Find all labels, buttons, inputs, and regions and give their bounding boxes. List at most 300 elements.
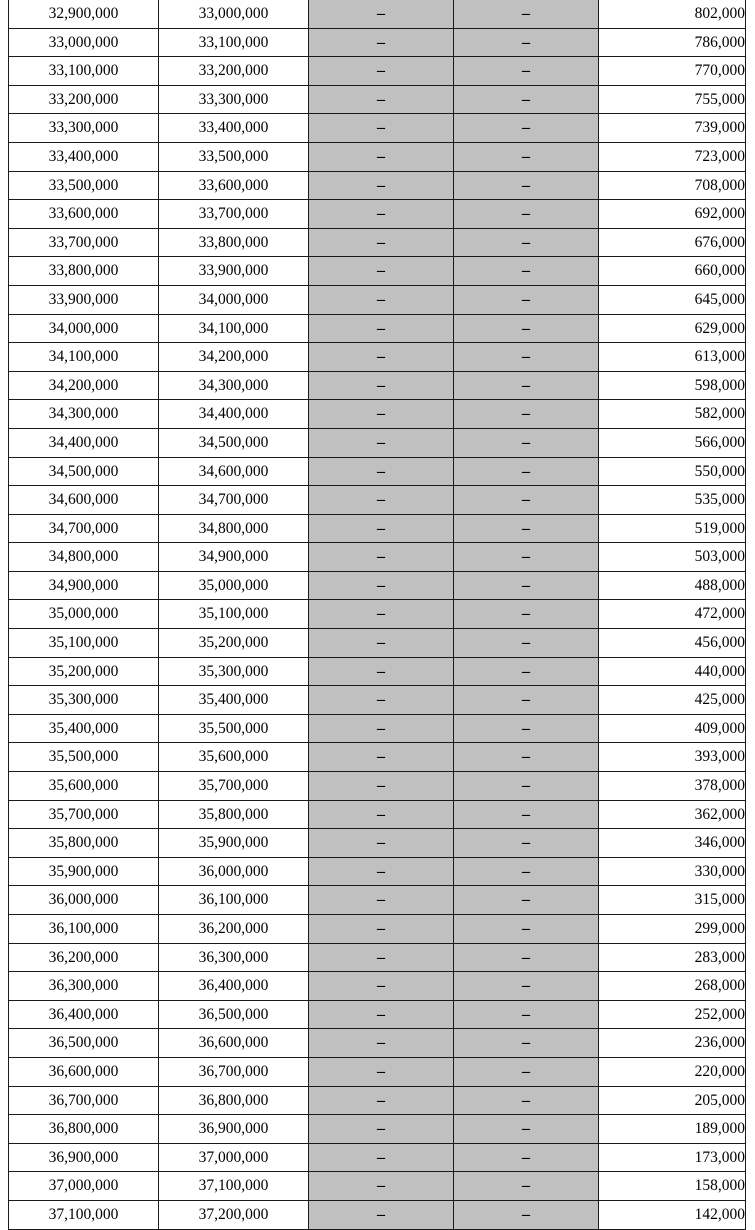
dash-icon: – — [522, 1177, 530, 1195]
cell-lower: 34,600,000 — [9, 486, 159, 515]
cell-dash_a — [309, 1115, 454, 1144]
cell-lower: 37,000,000 — [9, 1172, 159, 1201]
dash-icon: – — [377, 1034, 385, 1052]
dash-icon: – — [377, 777, 385, 795]
cell-dash_b — [454, 886, 599, 915]
cell-lower: 36,400,000 — [9, 1000, 159, 1029]
cell-upper: 35,300,000 — [159, 657, 309, 686]
cell-upper: 37,000,000 — [159, 1143, 309, 1172]
cell-amount: 252,000 — [599, 1000, 746, 1029]
cell-lower: 36,100,000 — [9, 915, 159, 944]
cell-dash_a — [309, 257, 454, 286]
table-row — [9, 943, 746, 972]
cell-dash_b — [454, 1000, 599, 1029]
cell-dash_a — [309, 571, 454, 600]
cell-upper: 35,200,000 — [159, 629, 309, 658]
dash-icon: – — [377, 433, 385, 451]
cell-dash_b — [454, 114, 599, 143]
cell-upper: 36,700,000 — [159, 1057, 309, 1086]
cell-lower: 35,400,000 — [9, 714, 159, 743]
table-row — [9, 114, 746, 143]
cell-lower: 37,100,000 — [9, 1200, 159, 1229]
table-row — [9, 514, 746, 543]
table-row — [9, 714, 746, 743]
cell-upper: 36,900,000 — [159, 1115, 309, 1144]
cell-dash_a — [309, 1086, 454, 1115]
cell-dash_a — [309, 85, 454, 114]
cell-dash_a — [309, 657, 454, 686]
cell-dash_a — [309, 0, 454, 28]
cell-amount: 393,000 — [599, 743, 746, 772]
cell-dash_a — [309, 743, 454, 772]
table-row — [9, 543, 746, 572]
dash-icon: – — [522, 920, 530, 937]
cell-lower: 34,200,000 — [9, 371, 159, 400]
table-row — [9, 0, 746, 28]
dash-icon: – — [377, 834, 385, 852]
cell-upper: 33,500,000 — [159, 142, 309, 171]
dash-icon: – — [522, 748, 530, 766]
cell-dash_a — [309, 800, 454, 829]
dash-icon: – — [377, 176, 385, 194]
dash-icon: – — [522, 90, 530, 108]
cell-dash_b — [454, 257, 599, 286]
cell-dash_b — [454, 686, 599, 715]
dash-icon: – — [522, 62, 530, 80]
cell-lower: 36,300,000 — [9, 972, 159, 1001]
dash-icon: – — [522, 348, 530, 366]
dash-icon: – — [377, 977, 385, 995]
cell-upper: 33,300,000 — [159, 85, 309, 114]
dash-icon: – — [522, 576, 530, 594]
dash-icon: – — [377, 605, 385, 623]
cell-amount: 802,000 — [599, 0, 746, 28]
cell-dash_b — [454, 857, 599, 886]
cell-dash_b — [454, 343, 599, 372]
cell-amount: 378,000 — [599, 772, 746, 801]
cell-dash_b — [454, 571, 599, 600]
cell-dash_b — [454, 314, 599, 343]
cell-amount: 425,000 — [599, 686, 746, 715]
cell-lower: 34,700,000 — [9, 514, 159, 543]
cell-upper: 34,700,000 — [159, 486, 309, 515]
dash-icon: – — [377, 862, 385, 880]
cell-dash_a — [309, 829, 454, 858]
dash-icon: – — [522, 891, 530, 909]
cell-amount: 755,000 — [599, 85, 746, 114]
cell-amount: 299,000 — [599, 915, 746, 944]
dash-icon: – — [522, 33, 530, 51]
cell-dash_a — [309, 915, 454, 944]
dash-icon: – — [377, 5, 385, 22]
cell-amount: 472,000 — [599, 600, 746, 629]
cell-amount: 598,000 — [599, 371, 746, 400]
cell-dash_a — [309, 514, 454, 543]
cell-upper: 33,100,000 — [159, 28, 309, 57]
cell-dash_b — [454, 28, 599, 57]
table-row — [9, 28, 746, 57]
table-row — [9, 200, 746, 229]
cell-dash_b — [454, 657, 599, 686]
cell-amount: 550,000 — [599, 457, 746, 486]
cell-lower: 35,600,000 — [9, 772, 159, 801]
cell-dash_a — [309, 1057, 454, 1086]
cell-amount: 268,000 — [599, 972, 746, 1001]
cell-upper: 34,500,000 — [159, 428, 309, 457]
cell-upper: 36,400,000 — [159, 972, 309, 1001]
cell-upper: 35,800,000 — [159, 800, 309, 829]
cell-lower: 34,100,000 — [9, 343, 159, 372]
cell-lower: 33,200,000 — [9, 85, 159, 114]
cell-amount: 645,000 — [599, 285, 746, 314]
cell-lower: 33,100,000 — [9, 57, 159, 86]
cell-upper: 34,200,000 — [159, 343, 309, 372]
dash-icon: – — [377, 119, 385, 137]
cell-amount: 220,000 — [599, 1057, 746, 1086]
cell-amount: 346,000 — [599, 829, 746, 858]
cell-lower: 35,200,000 — [9, 657, 159, 686]
dash-icon: – — [377, 662, 385, 680]
dash-icon: – — [522, 147, 530, 165]
table-row — [9, 228, 746, 257]
cell-upper: 33,200,000 — [159, 57, 309, 86]
cell-upper: 36,000,000 — [159, 857, 309, 886]
cell-lower: 34,000,000 — [9, 314, 159, 343]
cell-dash_b — [454, 1057, 599, 1086]
dash-icon: – — [522, 376, 530, 394]
dash-icon: – — [522, 1034, 530, 1052]
dash-icon: – — [377, 548, 385, 566]
cell-upper: 36,100,000 — [159, 886, 309, 915]
cell-upper: 34,100,000 — [159, 314, 309, 343]
cell-dash_a — [309, 428, 454, 457]
table-row — [9, 800, 746, 829]
table-row — [9, 857, 746, 886]
cell-amount: 503,000 — [599, 543, 746, 572]
cell-dash_a — [309, 886, 454, 915]
dash-icon: – — [377, 462, 385, 480]
table-row — [9, 886, 746, 915]
cell-lower: 36,900,000 — [9, 1143, 159, 1172]
cell-dash_b — [454, 1143, 599, 1172]
table-row — [9, 743, 746, 772]
dash-icon: – — [522, 1005, 530, 1023]
cell-upper: 37,200,000 — [159, 1200, 309, 1229]
dash-icon: – — [522, 691, 530, 709]
dash-icon: – — [522, 519, 530, 537]
table-row — [9, 915, 746, 944]
cell-amount: 629,000 — [599, 314, 746, 343]
dash-icon: – — [522, 634, 530, 652]
cell-lower: 33,900,000 — [9, 285, 159, 314]
cell-amount: 283,000 — [599, 943, 746, 972]
table-row — [9, 1000, 746, 1029]
cell-dash_b — [454, 486, 599, 515]
cell-lower: 34,300,000 — [9, 400, 159, 429]
table-row — [9, 285, 746, 314]
cell-upper: 33,900,000 — [159, 257, 309, 286]
cell-upper: 37,100,000 — [159, 1172, 309, 1201]
cell-lower: 35,700,000 — [9, 800, 159, 829]
table-row — [9, 1057, 746, 1086]
dash-icon: – — [377, 1120, 385, 1138]
table-row — [9, 686, 746, 715]
cell-upper: 33,800,000 — [159, 228, 309, 257]
dash-icon: – — [377, 634, 385, 652]
cell-lower: 33,000,000 — [9, 28, 159, 57]
cell-dash_b — [454, 171, 599, 200]
table-row — [9, 1143, 746, 1172]
cell-amount: 330,000 — [599, 857, 746, 886]
cell-upper: 33,700,000 — [159, 200, 309, 229]
table-row — [9, 371, 746, 400]
cell-lower: 34,500,000 — [9, 457, 159, 486]
dash-icon: – — [522, 5, 530, 22]
table-row — [9, 428, 746, 457]
dash-icon: – — [522, 233, 530, 251]
cell-dash_a — [309, 972, 454, 1001]
cell-dash_b — [454, 943, 599, 972]
cell-dash_b — [454, 829, 599, 858]
table-row — [9, 57, 746, 86]
cell-upper: 35,500,000 — [159, 714, 309, 743]
dash-icon: – — [522, 405, 530, 423]
cell-upper: 33,400,000 — [159, 114, 309, 143]
cell-lower: 36,200,000 — [9, 943, 159, 972]
dash-icon: – — [377, 147, 385, 165]
cell-dash_a — [309, 142, 454, 171]
cell-dash_a — [309, 772, 454, 801]
cell-lower: 36,000,000 — [9, 886, 159, 915]
cell-dash_a — [309, 1000, 454, 1029]
cell-upper: 33,600,000 — [159, 171, 309, 200]
cell-dash_a — [309, 371, 454, 400]
cell-amount: 723,000 — [599, 142, 746, 171]
dash-icon: – — [522, 262, 530, 280]
cell-dash_a — [309, 400, 454, 429]
dash-icon: – — [522, 977, 530, 995]
cell-dash_a — [309, 486, 454, 515]
cell-dash_b — [454, 743, 599, 772]
dash-icon: – — [377, 805, 385, 823]
table-row — [9, 257, 746, 286]
dash-icon: – — [377, 691, 385, 709]
cell-upper: 34,600,000 — [159, 457, 309, 486]
cell-dash_b — [454, 800, 599, 829]
table-row — [9, 486, 746, 515]
cell-amount: 362,000 — [599, 800, 746, 829]
table-row — [9, 142, 746, 171]
dash-icon: – — [522, 1091, 530, 1109]
cell-amount: 205,000 — [599, 1086, 746, 1115]
cell-upper: 33,000,000 — [159, 0, 309, 28]
dash-icon: – — [377, 1148, 385, 1166]
cell-upper: 35,600,000 — [159, 743, 309, 772]
cell-upper: 35,900,000 — [159, 829, 309, 858]
dash-icon: – — [377, 90, 385, 108]
cell-lower: 33,600,000 — [9, 200, 159, 229]
table-row — [9, 85, 746, 114]
table-row — [9, 171, 746, 200]
cell-dash_a — [309, 228, 454, 257]
cell-amount: 488,000 — [599, 571, 746, 600]
dash-icon: – — [377, 290, 385, 308]
dash-icon: – — [377, 205, 385, 223]
table-row — [9, 400, 746, 429]
cell-lower: 34,800,000 — [9, 543, 159, 572]
cell-upper: 35,000,000 — [159, 571, 309, 600]
cell-lower: 35,000,000 — [9, 600, 159, 629]
dash-icon: – — [522, 491, 530, 509]
cell-upper: 34,900,000 — [159, 543, 309, 572]
cell-dash_a — [309, 57, 454, 86]
cell-amount: 519,000 — [599, 514, 746, 543]
table-row — [9, 1086, 746, 1115]
dash-icon: – — [522, 462, 530, 480]
dash-icon: – — [522, 777, 530, 795]
table-row — [9, 1029, 746, 1058]
cell-upper: 35,100,000 — [159, 600, 309, 629]
dash-icon: – — [522, 862, 530, 880]
cell-dash_b — [454, 972, 599, 1001]
cell-dash_a — [309, 1172, 454, 1201]
cell-dash_b — [454, 428, 599, 457]
cell-upper: 36,300,000 — [159, 943, 309, 972]
dash-icon: – — [522, 1120, 530, 1138]
cell-dash_b — [454, 600, 599, 629]
cell-dash_b — [454, 142, 599, 171]
cell-dash_a — [309, 543, 454, 572]
cell-dash_a — [309, 285, 454, 314]
cell-upper: 35,400,000 — [159, 686, 309, 715]
cell-lower: 35,100,000 — [9, 629, 159, 658]
cell-dash_a — [309, 171, 454, 200]
cell-amount: 315,000 — [599, 886, 746, 915]
dash-icon: – — [377, 348, 385, 366]
cell-amount: 786,000 — [599, 28, 746, 57]
dash-icon: – — [522, 548, 530, 566]
cell-dash_b — [454, 714, 599, 743]
dash-icon: – — [522, 1205, 530, 1223]
dash-icon: – — [522, 605, 530, 623]
cell-lower: 35,500,000 — [9, 743, 159, 772]
cell-dash_b — [454, 1115, 599, 1144]
cell-dash_a — [309, 1029, 454, 1058]
cell-dash_b — [454, 228, 599, 257]
cell-amount: 660,000 — [599, 257, 746, 286]
cell-lower: 33,700,000 — [9, 228, 159, 257]
cell-amount: 692,000 — [599, 200, 746, 229]
dash-icon: – — [377, 1177, 385, 1195]
cell-amount: 236,000 — [599, 1029, 746, 1058]
dash-icon: – — [377, 748, 385, 766]
dash-icon: – — [377, 1091, 385, 1109]
table-row — [9, 571, 746, 600]
cell-dash_a — [309, 600, 454, 629]
cell-upper: 34,000,000 — [159, 285, 309, 314]
cell-lower: 33,400,000 — [9, 142, 159, 171]
cell-amount: 142,000 — [599, 1200, 746, 1229]
cell-dash_b — [454, 0, 599, 28]
cell-amount: 158,000 — [599, 1172, 746, 1201]
cell-dash_b — [454, 400, 599, 429]
cell-lower: 34,900,000 — [9, 571, 159, 600]
cell-lower: 35,800,000 — [9, 829, 159, 858]
dash-icon: – — [377, 233, 385, 251]
dash-icon: – — [377, 262, 385, 280]
cell-dash_b — [454, 285, 599, 314]
cell-lower: 33,500,000 — [9, 171, 159, 200]
dash-icon: – — [377, 719, 385, 737]
table-row — [9, 972, 746, 1001]
cell-amount: 739,000 — [599, 114, 746, 143]
cell-dash_b — [454, 457, 599, 486]
cell-dash_a — [309, 457, 454, 486]
cell-dash_a — [309, 28, 454, 57]
dash-icon: – — [377, 1205, 385, 1223]
table-row — [9, 314, 746, 343]
table-row — [9, 657, 746, 686]
cell-upper: 34,400,000 — [159, 400, 309, 429]
cell-dash_a — [309, 943, 454, 972]
cell-lower: 33,300,000 — [9, 114, 159, 143]
cell-amount: 582,000 — [599, 400, 746, 429]
cell-dash_b — [454, 1029, 599, 1058]
cell-dash_a — [309, 314, 454, 343]
cell-upper: 36,200,000 — [159, 915, 309, 944]
table-row — [9, 772, 746, 801]
cell-amount: 566,000 — [599, 428, 746, 457]
cell-dash_b — [454, 1086, 599, 1115]
cell-dash_b — [454, 772, 599, 801]
cell-upper: 34,300,000 — [159, 371, 309, 400]
cell-lower: 36,500,000 — [9, 1029, 159, 1058]
table-row — [9, 829, 746, 858]
dash-icon: – — [377, 405, 385, 423]
cell-lower: 36,600,000 — [9, 1057, 159, 1086]
cell-amount: 456,000 — [599, 629, 746, 658]
dash-icon: – — [522, 834, 530, 852]
cell-dash_b — [454, 629, 599, 658]
cell-dash_a — [309, 200, 454, 229]
dash-icon: – — [522, 290, 530, 308]
dash-icon: – — [522, 176, 530, 194]
dash-icon: – — [522, 1148, 530, 1166]
dash-icon: – — [522, 319, 530, 337]
table-row — [9, 1172, 746, 1201]
dash-icon: – — [377, 519, 385, 537]
cell-upper: 36,600,000 — [159, 1029, 309, 1058]
cell-dash_b — [454, 57, 599, 86]
cell-dash_a — [309, 686, 454, 715]
cell-lower: 35,300,000 — [9, 686, 159, 715]
cell-dash_a — [309, 114, 454, 143]
table-row — [9, 1115, 746, 1144]
cell-dash_a — [309, 629, 454, 658]
cell-amount: 613,000 — [599, 343, 746, 372]
dash-icon: – — [377, 576, 385, 594]
table-row — [9, 629, 746, 658]
dash-icon: – — [377, 1005, 385, 1023]
cell-dash_b — [454, 915, 599, 944]
cell-dash_a — [309, 343, 454, 372]
dash-icon: – — [377, 1062, 385, 1080]
table-row — [9, 600, 746, 629]
dash-icon: – — [522, 205, 530, 223]
cell-amount: 173,000 — [599, 1143, 746, 1172]
cell-lower: 32,900,000 — [9, 0, 159, 28]
cell-amount: 676,000 — [599, 228, 746, 257]
